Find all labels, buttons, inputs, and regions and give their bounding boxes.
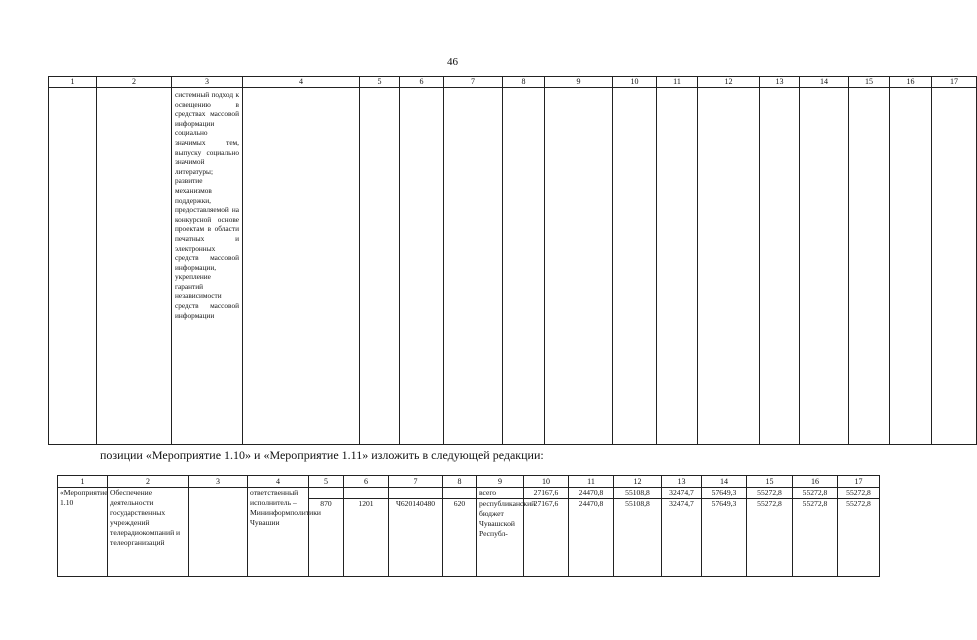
table-cell xyxy=(545,88,613,445)
table-row xyxy=(49,88,977,445)
table-cell xyxy=(849,88,890,445)
table-cell xyxy=(389,488,443,499)
table-cell xyxy=(309,488,344,499)
table-cell xyxy=(698,88,760,445)
value-cell: 55108,8 xyxy=(614,488,662,499)
column-header: 1 xyxy=(49,77,97,88)
bottom-table-header-row xyxy=(58,476,880,488)
column-header: 13 xyxy=(760,77,800,88)
table-cell xyxy=(97,88,172,445)
table-cell xyxy=(443,488,477,499)
column-header: 17 xyxy=(838,476,880,488)
responsible-cell: ответственный исполнитель – Мининформполитики Чувашии xyxy=(248,488,309,577)
value-cell: 57649,3 xyxy=(702,488,747,499)
top-table xyxy=(48,76,977,445)
table-cell xyxy=(503,88,545,445)
column-header: 6 xyxy=(400,77,444,88)
value-cell: 57649,3 xyxy=(702,499,747,577)
column-header: 12 xyxy=(614,476,662,488)
column-header: 7 xyxy=(444,77,503,88)
table-row xyxy=(58,488,880,499)
measure-name-cell: Обеспечение деятельности государственных учреждений телерадиокомпаний и телеорганизаций xyxy=(108,488,189,577)
value-cell: 32474,7 xyxy=(662,499,702,577)
value-cell: 55108,8 xyxy=(614,499,662,577)
value-cell: 55272,8 xyxy=(747,488,793,499)
value-cell: 55272,8 xyxy=(793,499,838,577)
column-header: 2 xyxy=(108,476,189,488)
column-header: 16 xyxy=(793,476,838,488)
value-cell: 24470,8 xyxy=(569,499,614,577)
value-cell: 27167,6 xyxy=(524,488,569,499)
table-cell xyxy=(613,88,657,445)
column-header: 16 xyxy=(890,77,932,88)
column-header: 9 xyxy=(545,77,613,88)
table-cell xyxy=(932,88,977,445)
page-number: 46 xyxy=(447,56,458,68)
value-cell: 24470,8 xyxy=(569,488,614,499)
column-header: 13 xyxy=(662,476,702,488)
column-header: 4 xyxy=(243,77,360,88)
bottom-table xyxy=(57,475,880,577)
column-header: 8 xyxy=(443,476,477,488)
funding-source-cell: всего xyxy=(477,488,524,499)
table-cell xyxy=(243,88,360,445)
column-header: 9 xyxy=(477,476,524,488)
value-cell: 55272,8 xyxy=(793,488,838,499)
column-header: 15 xyxy=(849,77,890,88)
code-cell: 870 xyxy=(309,499,344,577)
column-header: 14 xyxy=(702,476,747,488)
column-header: 3 xyxy=(172,77,243,88)
code-cell: 1201 xyxy=(344,499,389,577)
instruction-text: позиции «Мероприятие 1.10» и «Мероприятие 1.11» изложить в следующей редакции: xyxy=(100,448,544,462)
column-header: 10 xyxy=(613,77,657,88)
measure-number-cell: «Мероприятие 1.10 xyxy=(58,488,108,577)
column-header: 11 xyxy=(569,476,614,488)
column-header: 2 xyxy=(97,77,172,88)
top-table-header-row xyxy=(49,77,977,88)
value-cell: 32474,7 xyxy=(662,488,702,499)
table-cell xyxy=(344,488,389,499)
column-header: 5 xyxy=(309,476,344,488)
value-cell: 27167,6 xyxy=(524,499,569,577)
value-cell: 55272,8 xyxy=(747,499,793,577)
value-cell: 55272,8 xyxy=(838,499,880,577)
column-header: 12 xyxy=(698,77,760,88)
table-cell xyxy=(657,88,698,445)
table-cell xyxy=(189,488,248,577)
code-cell: 620 xyxy=(443,499,477,577)
table-cell xyxy=(800,88,849,445)
table-cell xyxy=(444,88,503,445)
column-header: 5 xyxy=(360,77,400,88)
column-header: 11 xyxy=(657,77,698,88)
column-header: 8 xyxy=(503,77,545,88)
column-header: 7 xyxy=(389,476,443,488)
column-header: 4 xyxy=(248,476,309,488)
column-header: 14 xyxy=(800,77,849,88)
table-cell xyxy=(890,88,932,445)
column-header: 1 xyxy=(58,476,108,488)
code-cell: Ч620140480 xyxy=(389,499,443,577)
column-header: 17 xyxy=(932,77,977,88)
column-header: 10 xyxy=(524,476,569,488)
measure-description-cell: системный подход к освещению в средствах массовой информации социально значимых тем, выпуску социально значимой литературы; развитие механизмов поддержки, предоставляемой на конкурсной основе проектам в области печатных и электронных средств массовой информации, укрепление гарантий независимости средств массовой информации xyxy=(172,88,243,445)
table-cell xyxy=(49,88,97,445)
table-cell xyxy=(400,88,444,445)
table-cell xyxy=(360,88,400,445)
value-cell: 55272,8 xyxy=(838,488,880,499)
funding-source-cell: республиканский бюджет Чувашской Республ- xyxy=(477,499,524,577)
table-cell xyxy=(760,88,800,445)
column-header: 3 xyxy=(189,476,248,488)
column-header: 6 xyxy=(344,476,389,488)
column-header: 15 xyxy=(747,476,793,488)
